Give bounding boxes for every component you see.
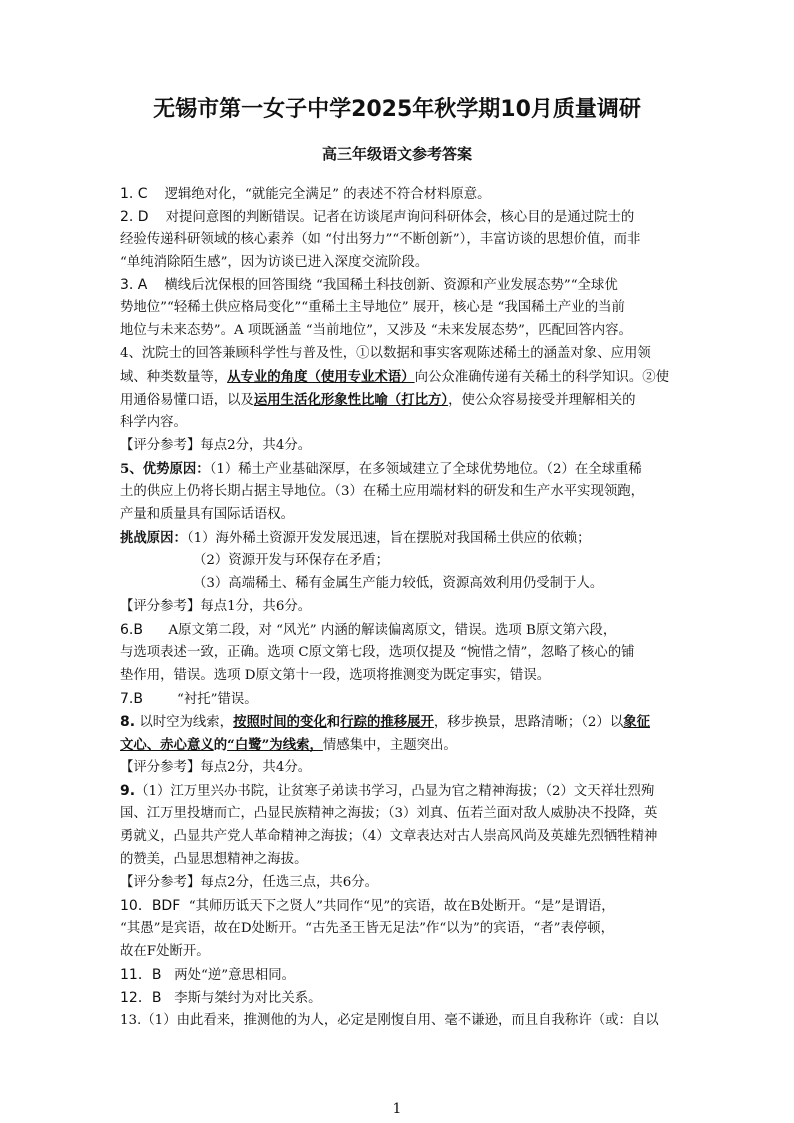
answer-5-line-2: 土的供应上仍将长期占据主导地位。（3）在稀土应用端材料的研发和生产水平实现领跑， [120,484,645,499]
document-subtitle: 高三年级语文参考答案 [321,145,472,163]
answer-6-line-2: 与选项表述一致，正确。选项 C原文第七段，选项仅提及 “惋惜之情”，忽略了核心的铺 [120,645,635,660]
answer-6-line-3: 垫作用，错误。选项 D原文第十一段，选项将推测变为既定事实，错误。 [120,668,551,683]
key-point: 从专业的角度（使用专业术语） [227,369,415,385]
text: 和 [326,714,341,730]
answer-text: （1）江万里兴办书院，让贫寒子弟读书学习，凸显为官之精神海拔；（2）文天祥壮烈殉 [135,784,655,799]
answer-2-line-3: “单纯消除陌生感”，因为访谈已进入深度交流阶段。 [120,255,429,270]
text: （1）海外稀土资源开发发展迅速，旨在摆脱对我国稀土供应的依赖； [186,531,591,546]
answer-text: 对提问意图的判断错误。记者在访谈尾声询问科研体会，核心目的是通过院士的 [165,210,635,225]
answer-10-line-3: 故在F处断开。 [120,944,210,959]
answer-label: 5、优势原因： [120,461,210,477]
score-note-9: 【评分参考】每点2分，任选三点，共6分。 [120,875,379,890]
answer-2 [120,207,634,228]
text: （1）稀土产业基础深厚，在多领域建立了全球优势地位。（2）在全球重稀 [209,462,642,477]
answer-4-line-4: 科学内容。 [120,415,187,430]
answer-5-challenge-2: （2）资源开发与环保存在矛盾； [193,553,389,568]
answer-8 [120,712,650,733]
answer-number: 11．B [120,967,162,983]
answer-9-line-4: 的赞美，凸显思想精神之海拔。 [120,852,308,867]
answer-number: 1. C [120,186,148,202]
answer-7 [120,689,258,710]
score-note-5: 【评分参考】每点1分，共6分。 [120,599,312,614]
answer-3-line-3: 地位与未来态势”。A 项既涵盖 “当前地位”，又涉及 “未来发展态势”，匹配回答内容。 [120,323,632,338]
answer-10 [120,896,615,917]
answer-3-line-2: 势地位”“轻稀土供应格局变化”“重稀土主导地位” 展开，核心是 “我国稀土产业的当前 [120,300,625,315]
answer-6 [120,620,616,641]
answer-label: 挑战原因： [120,530,187,546]
text: 的 [213,737,228,753]
answer-number: 2. D [120,209,149,225]
document-title: 无锡市第一女子中学2025年秋学期10月质量调研 [153,97,641,122]
answer-text: 横线后沈保根的回答围绕 “我国稀土科技创新、资源和产业发展态势”“全球优 [164,278,618,293]
answer-text: “衬托”错误。 [177,692,258,707]
answer-9-line-3: 勇就义，凸显共产党人革命精神之海拔；（4）文章表达对古人崇高风尚及英雄先烈牺牲精神 [120,829,658,844]
answer-number: 6.B [120,622,143,638]
answer-4-line-2 [120,367,669,388]
answer-4: 4、沈院士的回答兼顾科学性与普及性，①以数据和事实客观陈述稀土的涵盖对象、应用领 [120,346,651,361]
answer-number: 7.B [120,691,143,707]
text: 情感集中，主题突出。 [322,738,457,753]
score-note-8: 【评分参考】每点2分，共4分。 [120,760,312,775]
answer-1 [120,184,491,205]
answer-text: “其师历诋天下之贤人”共同作“见”的宾语，故在B处断开。“是”是谓语， [188,899,615,914]
answer-number: 3. A [120,277,148,293]
answer-text: 两处“逆”意思相同。 [174,968,296,983]
answer-number: 12．B [120,990,162,1006]
text: 以时空为线索， [139,715,234,730]
answer-4-line-3 [120,390,636,411]
key-point: “白鹭”为线索， [227,737,323,753]
answer-8-line-2 [120,735,457,756]
key-point: 运用生活化形象性比喻（打比方） [253,392,449,408]
answer-5-challenge-3: （3）高端稀土、稀有金属生产能力较低，资源高效利用仍受制于人。 [193,576,604,591]
key-point: 按照时间的变化 [233,714,327,730]
text: 向公众准确传递有关稀土的科学知识。②使 [414,370,670,385]
text: ，使公众容易接受并理解相关的 [448,393,636,408]
score-note-4: 【评分参考】每点2分，共4分。 [120,438,312,453]
answer-text: A原文第二段，对 “风光” 内涵的解读偏离原文，错误。选项 B原文第六段， [168,623,617,638]
answer-3 [120,275,618,296]
key-point: 行踪的推移展开 [340,714,434,730]
answer-10-line-2: “其愚”是宾语，故在D处断开。“古先圣王皆无足法”作“以为”的宾语，“者”表停顿， [120,921,614,936]
answer-number: 9. [120,783,136,799]
text: 域、种类数量等， [120,370,228,385]
answer-11 [120,965,295,986]
answer-5-line-3: 产量和质量具有国际话语权。 [120,507,295,522]
answer-9 [120,781,654,802]
page-number: 1 [392,1101,402,1117]
answer-number: 8. [120,714,136,730]
text: 用通俗易懂口语，以及 [120,393,254,408]
text: ，移步换景，思路清晰；（2）以 [433,715,624,730]
answer-2-line-2: 经验传递科研领域的核心素养（如 “付出努力”“不断创新”），丰富访谈的思想价值，而非 [120,232,641,247]
answer-12 [120,988,322,1009]
answer-5 [120,459,642,480]
answer-text: 李斯与桀纣为对比关系。 [174,991,322,1006]
answer-13: 13.（1）由此看来，推测他的为人，必定是刚愎自用、毫不谦逊，而且自我称许（或：自以 [120,1013,659,1028]
answer-number: 10．BDF [120,898,181,914]
answer-text: 逻辑绝对化，“就能完全满足” 的表述不符合材料原意。 [164,187,491,202]
answer-9-line-2: 国、江万里投塘而亡，凸显民族精神之海拔；（3）刘真、伍若兰面对敌人威胁决不投降，英 [120,806,658,821]
key-point: 象征 [623,714,650,730]
answer-5-challenge [120,528,591,549]
key-point: 文心、赤心意义 [120,737,214,753]
